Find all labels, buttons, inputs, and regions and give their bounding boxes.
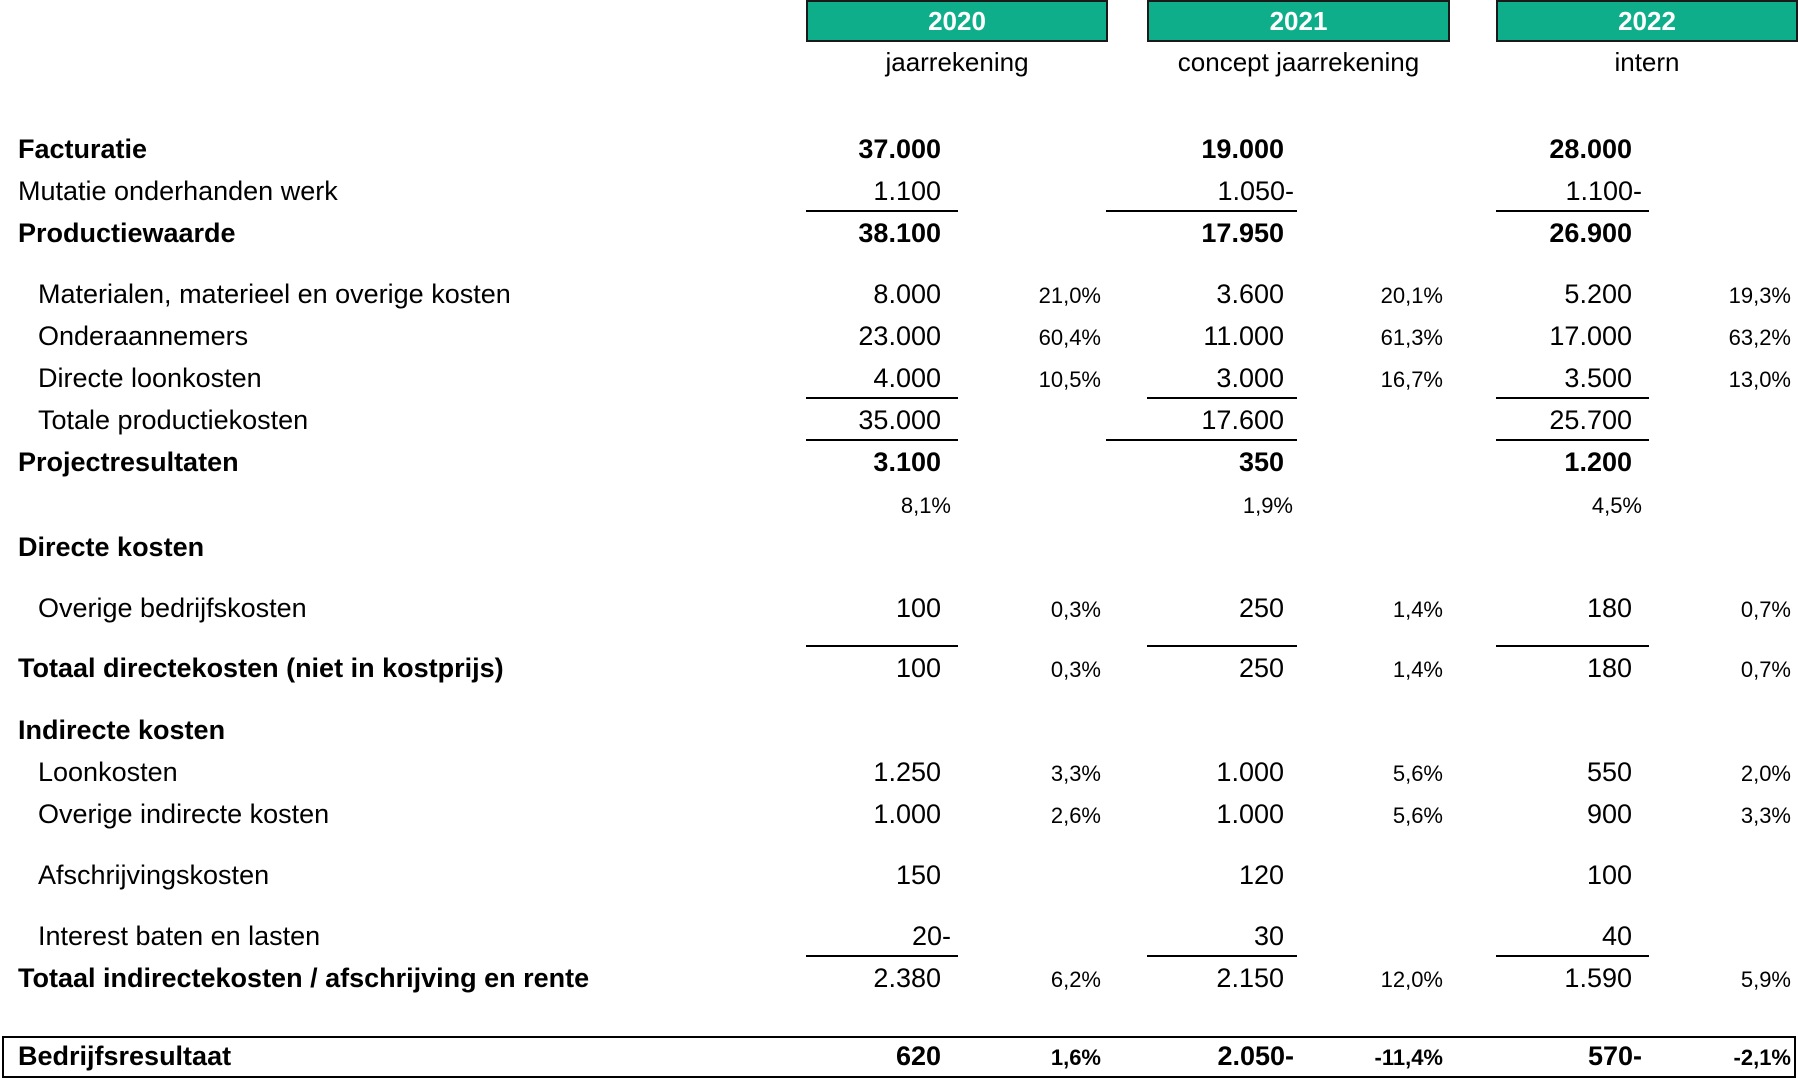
value: 1.200 xyxy=(1564,447,1632,477)
value: 20- xyxy=(911,921,951,951)
value: 550 xyxy=(1586,757,1632,787)
value: 19.000 xyxy=(1201,134,1284,164)
percentage: 19,3% xyxy=(1728,283,1791,308)
margin-percentage: 8,1% xyxy=(900,493,951,518)
percentage: 2,6% xyxy=(1050,803,1101,828)
value: 35.000 xyxy=(858,405,941,435)
row-label-onderaannemers: Onderaannemers xyxy=(38,321,249,351)
value: 25.700 xyxy=(1549,405,1632,435)
section-heading-directe-kosten: Directe kosten xyxy=(18,532,205,562)
percentage: 0,3% xyxy=(1050,597,1101,622)
value: 250 xyxy=(1238,653,1284,683)
value: 3.500 xyxy=(1564,363,1632,393)
value: 100 xyxy=(895,593,941,623)
row-label-overige-indirecte-kosten: Overige indirecte kosten xyxy=(38,799,330,829)
value: 350 xyxy=(1238,447,1284,477)
column-subtitle-2021: concept jaarrekening xyxy=(1177,47,1420,77)
subtotal-rule xyxy=(806,439,958,441)
subtotal-rule xyxy=(1496,645,1649,647)
value: 150 xyxy=(895,860,941,890)
value: 1.100- xyxy=(1565,176,1642,206)
value: 3.000 xyxy=(1216,363,1284,393)
subtotal-rule xyxy=(1496,439,1649,441)
subtotal-rule xyxy=(806,210,958,212)
margin-percentage: 4,5% xyxy=(1591,493,1642,518)
percentage: 5,6% xyxy=(1392,761,1443,786)
value: 570- xyxy=(1587,1041,1642,1071)
row-label-facturatie: Facturatie xyxy=(18,134,148,164)
percentage: 16,7% xyxy=(1380,367,1443,392)
percentage: 13,0% xyxy=(1728,367,1791,392)
row-label-projectresultaten: Projectresultaten xyxy=(18,447,239,477)
value: 26.900 xyxy=(1549,218,1632,248)
value: 1.000 xyxy=(873,799,941,829)
value: 250 xyxy=(1238,593,1284,623)
value: 900 xyxy=(1586,799,1632,829)
value: 2.150 xyxy=(1216,963,1284,993)
row-label-loonkosten: Loonkosten xyxy=(38,757,178,787)
value: 1.250 xyxy=(873,757,941,787)
value: 30 xyxy=(1253,921,1284,951)
row-label-afschrijvingskosten: Afschrijvingskosten xyxy=(38,860,270,890)
percentage: -2,1% xyxy=(1733,1045,1791,1070)
value: 3.600 xyxy=(1216,279,1284,309)
subtotal-rule xyxy=(1106,439,1297,441)
value: 17.950 xyxy=(1201,218,1284,248)
subtotal-rule xyxy=(806,955,958,957)
column-subtitle-2020: jaarrekening xyxy=(885,47,1029,77)
value: 180 xyxy=(1586,653,1632,683)
value: 11.000 xyxy=(1203,321,1284,351)
value: 1.100 xyxy=(873,176,941,206)
percentage: 1,4% xyxy=(1392,657,1443,682)
percentage: 3,3% xyxy=(1740,803,1791,828)
row-label-totale-productiekosten: Totale productiekosten xyxy=(38,405,309,435)
column-header-2020: 2020 xyxy=(806,0,1108,42)
value: 17.600 xyxy=(1201,405,1284,435)
row-label-directe-loonkosten: Directe loonkosten xyxy=(38,363,262,393)
row-label-totaal-indirectekosten: Totaal indirectekosten / afschrijving en rente xyxy=(18,963,590,993)
value: 3.100 xyxy=(873,447,941,477)
percentage: 10,5% xyxy=(1038,367,1101,392)
column-header-2021: 2021 xyxy=(1147,0,1450,42)
value: 40 xyxy=(1601,921,1632,951)
subtotal-rule xyxy=(806,397,958,399)
percentage: 0,7% xyxy=(1740,657,1791,682)
section-heading-indirecte-kosten: Indirecte kosten xyxy=(18,715,226,745)
column-header-2022: 2022 xyxy=(1496,0,1798,42)
percentage: 5,9% xyxy=(1740,967,1791,992)
percentage: 2,0% xyxy=(1740,761,1791,786)
percentage: 12,0% xyxy=(1380,967,1443,992)
value: 2.380 xyxy=(873,963,941,993)
row-label-interest: Interest baten en lasten xyxy=(38,921,321,951)
margin-percentage: 1,9% xyxy=(1242,493,1293,518)
percentage: 5,6% xyxy=(1392,803,1443,828)
value: 1.050- xyxy=(1217,176,1294,206)
value: 8.000 xyxy=(873,279,941,309)
value: 17.000 xyxy=(1549,321,1632,351)
subtotal-rule xyxy=(1496,955,1649,957)
row-label-productiewaarde: Productiewaarde xyxy=(18,218,236,248)
subtotal-rule xyxy=(1106,210,1297,212)
percentage: 61,3% xyxy=(1380,325,1443,350)
value: 4.000 xyxy=(873,363,941,393)
row-label-materialen: Materialen, materieel en overige kosten xyxy=(38,279,511,309)
value: 5.200 xyxy=(1564,279,1632,309)
row-label-mutatie: Mutatie onderhanden werk xyxy=(18,176,338,206)
value: 37.000 xyxy=(858,134,941,164)
value: 1.590 xyxy=(1564,963,1632,993)
row-label-overige-bedrijfskosten: Overige bedrijfskosten xyxy=(38,593,307,623)
percentage: 20,1% xyxy=(1380,283,1443,308)
subtotal-rule xyxy=(806,645,958,647)
percentage: 60,4% xyxy=(1038,325,1101,350)
percentage: 1,4% xyxy=(1392,597,1443,622)
value: 620 xyxy=(895,1041,941,1071)
value: 23.000 xyxy=(858,321,941,351)
value: 100 xyxy=(895,653,941,683)
subtotal-rule xyxy=(1147,397,1297,399)
value: 28.000 xyxy=(1549,134,1632,164)
subtotal-rule xyxy=(1147,645,1297,647)
percentage: -11,4% xyxy=(1374,1045,1443,1070)
subtotal-rule xyxy=(1496,210,1649,212)
percentage: 0,7% xyxy=(1740,597,1791,622)
row-label-totaal-directekosten: Totaal directekosten (niet in kostprijs) xyxy=(18,653,504,683)
value: 180 xyxy=(1586,593,1632,623)
percentage: 1,6% xyxy=(1050,1045,1101,1070)
column-subtitle-2022: intern xyxy=(1614,47,1680,77)
value: 38.100 xyxy=(858,218,941,248)
value: 1.000 xyxy=(1216,799,1284,829)
subtotal-rule xyxy=(1496,397,1649,399)
value: 100 xyxy=(1586,860,1632,890)
subtotal-rule xyxy=(1147,955,1297,957)
value: 1.000 xyxy=(1216,757,1284,787)
value: 120 xyxy=(1238,860,1284,890)
value: 2.050- xyxy=(1217,1041,1294,1071)
percentage: 6,2% xyxy=(1050,967,1101,992)
row-label-bedrijfsresultaat: Bedrijfsresultaat xyxy=(18,1041,232,1071)
percentage: 0,3% xyxy=(1050,657,1101,682)
percentage: 63,2% xyxy=(1728,325,1791,350)
percentage: 3,3% xyxy=(1050,761,1101,786)
percentage: 21,0% xyxy=(1038,283,1101,308)
